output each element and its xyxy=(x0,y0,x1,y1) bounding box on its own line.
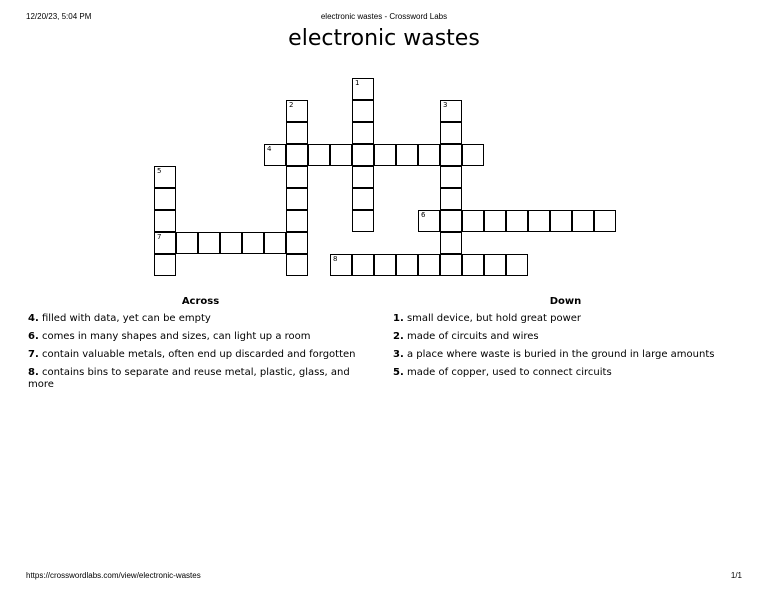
across-heading: Across xyxy=(181,296,220,307)
down-clue-list xyxy=(393,313,738,379)
crossword-cell[interactable] xyxy=(550,210,572,232)
clue-item xyxy=(393,313,738,325)
clue-number: 3. xyxy=(393,349,404,360)
crossword-cell[interactable] xyxy=(440,144,462,166)
crossword-cell[interactable] xyxy=(242,232,264,254)
clue-item xyxy=(393,331,738,343)
crossword-cell[interactable] xyxy=(154,188,176,210)
clue-number: 1. xyxy=(393,313,404,324)
crossword-cell[interactable] xyxy=(286,210,308,232)
clue-text: comes in many shapes and sizes, can light up a room xyxy=(41,331,311,342)
crossword-cell[interactable] xyxy=(176,232,198,254)
down-clues xyxy=(393,296,738,385)
cell-number: 6 xyxy=(421,211,426,219)
crossword-cell[interactable] xyxy=(396,144,418,166)
crossword-cell[interactable] xyxy=(352,122,374,144)
clue-item xyxy=(28,367,373,391)
clue-number: 6. xyxy=(28,331,39,342)
clue-item xyxy=(28,313,373,325)
print-datetime: 12/20/23, 5:04 PM xyxy=(26,12,92,21)
crossword-cell[interactable] xyxy=(352,78,374,100)
crossword-cell[interactable] xyxy=(396,254,418,276)
crossword-cell[interactable] xyxy=(374,254,396,276)
crossword-cell[interactable] xyxy=(352,254,374,276)
print-page-count: 1/1 xyxy=(730,571,742,580)
clue-text: small device, but hold great power xyxy=(406,313,582,324)
crossword-cell[interactable] xyxy=(440,166,462,188)
crossword-cell[interactable] xyxy=(154,232,176,254)
clue-text: contains bins to separate and reuse metal, plastic, glass, and more xyxy=(28,367,350,390)
crossword-cell[interactable] xyxy=(418,254,440,276)
crossword-cell[interactable] xyxy=(198,232,220,254)
down-heading: Down xyxy=(549,296,582,307)
clue-item xyxy=(28,349,373,361)
cell-number: 8 xyxy=(333,255,338,263)
crossword-cell[interactable] xyxy=(484,210,506,232)
crossword-cell[interactable] xyxy=(418,210,440,232)
crossword-cell[interactable] xyxy=(462,210,484,232)
crossword-cell[interactable] xyxy=(462,144,484,166)
crossword-cell[interactable] xyxy=(484,254,506,276)
clue-item xyxy=(28,331,373,343)
crossword-cell[interactable] xyxy=(308,144,330,166)
crossword-cell[interactable] xyxy=(440,188,462,210)
clue-number: 8. xyxy=(28,367,39,378)
cell-number: 1 xyxy=(355,79,360,87)
print-page-title: electronic wastes - Crossword Labs xyxy=(320,12,448,21)
crossword-cell[interactable] xyxy=(264,144,286,166)
crossword-cell[interactable] xyxy=(374,144,396,166)
clue-number: 7. xyxy=(28,349,39,360)
crossword-cell[interactable] xyxy=(286,232,308,254)
crossword-cell[interactable] xyxy=(154,254,176,276)
crossword-cell[interactable] xyxy=(286,254,308,276)
crossword-cell[interactable] xyxy=(154,166,176,188)
cell-number: 5 xyxy=(157,167,162,175)
crossword-cell[interactable] xyxy=(440,254,462,276)
clue-text: contain valuable metals, often end up discarded and forgotten xyxy=(41,349,356,360)
clue-text: a place where waste is buried in the ground in large amounts xyxy=(406,349,715,360)
crossword-cell[interactable] xyxy=(352,188,374,210)
crossword-cell[interactable] xyxy=(506,210,528,232)
crossword-cell[interactable] xyxy=(440,100,462,122)
crossword-cell[interactable] xyxy=(352,166,374,188)
crossword-cell[interactable] xyxy=(418,144,440,166)
crossword-cell[interactable] xyxy=(462,254,484,276)
crossword-cell[interactable] xyxy=(286,188,308,210)
crossword-cell[interactable] xyxy=(352,100,374,122)
crossword-cell[interactable] xyxy=(572,210,594,232)
crossword-cell[interactable] xyxy=(506,254,528,276)
clue-number: 2. xyxy=(393,331,404,342)
crossword-cell[interactable] xyxy=(352,210,374,232)
crossword-cell[interactable] xyxy=(594,210,616,232)
clue-number: 5. xyxy=(393,367,404,378)
cell-number: 2 xyxy=(289,101,294,109)
crossword-cell[interactable] xyxy=(330,144,352,166)
clue-text: made of circuits and wires xyxy=(406,331,539,342)
clue-number: 4. xyxy=(28,313,39,324)
across-clues xyxy=(28,296,373,397)
crossword-cell[interactable] xyxy=(286,166,308,188)
crossword-cell[interactable] xyxy=(440,122,462,144)
crossword-cell[interactable] xyxy=(286,100,308,122)
crossword-cell[interactable] xyxy=(330,254,352,276)
clue-item xyxy=(393,367,738,379)
clue-text: made of copper, used to connect circuits xyxy=(406,367,612,378)
print-url: https://crosswordlabs.com/view/electronic-wastes xyxy=(26,571,201,580)
crossword-cell[interactable] xyxy=(154,210,176,232)
crossword-cell[interactable] xyxy=(286,122,308,144)
cell-number: 4 xyxy=(267,145,272,153)
clue-text: filled with data, yet can be empty xyxy=(41,313,211,324)
crossword-cell[interactable] xyxy=(440,210,462,232)
clue-item xyxy=(393,349,738,361)
across-clue-list xyxy=(28,313,373,391)
puzzle-title: electronic wastes xyxy=(288,26,480,51)
cell-number: 3 xyxy=(443,101,448,109)
crossword-cell[interactable] xyxy=(220,232,242,254)
crossword-cell[interactable] xyxy=(352,144,374,166)
cell-number: 7 xyxy=(157,233,162,241)
crossword-cell[interactable] xyxy=(528,210,550,232)
crossword-cell[interactable] xyxy=(440,232,462,254)
crossword-cell[interactable] xyxy=(286,144,308,166)
crossword-cell[interactable] xyxy=(264,232,286,254)
